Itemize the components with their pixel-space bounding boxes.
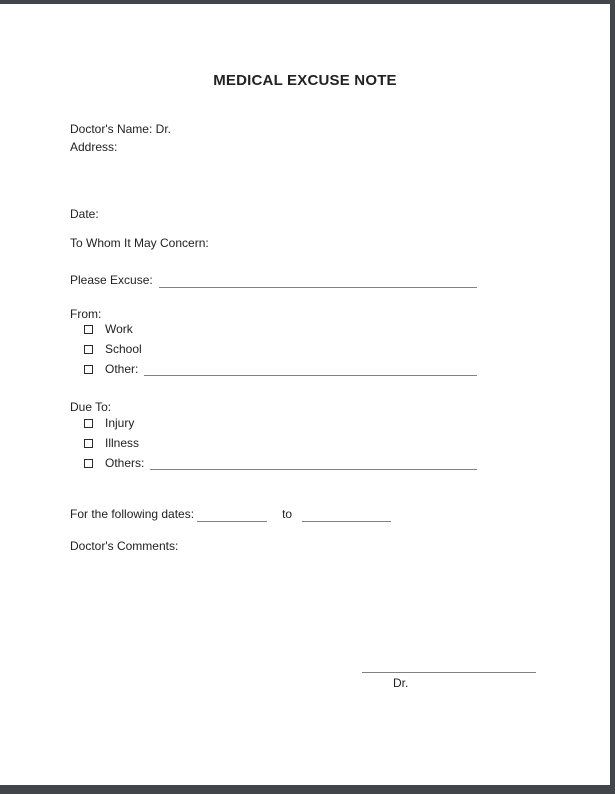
document-title: MEDICAL EXCUSE NOTE (213, 72, 397, 89)
due-to-option-others (84, 457, 477, 470)
others-checkbox[interactable] (84, 459, 93, 468)
from-option-other (84, 363, 477, 376)
please-excuse-label: Please Excuse: (70, 273, 153, 287)
due-to-option-injury (84, 417, 477, 430)
school-label: School (105, 342, 142, 356)
date-from-blank[interactable] (197, 509, 267, 522)
please-excuse-blank[interactable] (159, 275, 477, 288)
school-checkbox[interactable] (84, 345, 93, 354)
others-blank[interactable] (150, 457, 477, 470)
from-section-label: From: (70, 307, 102, 321)
dates-row (70, 507, 391, 522)
other-blank[interactable] (144, 363, 477, 376)
due-to-section-label: Due To: (70, 400, 112, 414)
date-line: Date: (70, 207, 99, 221)
other-label: Other: (105, 362, 139, 376)
injury-label: Injury (105, 416, 135, 430)
address-line: Address: (70, 140, 118, 154)
due-to-option-illness (84, 437, 477, 450)
other-checkbox[interactable] (84, 365, 93, 374)
date-to-blank[interactable] (302, 509, 391, 522)
illness-checkbox[interactable] (84, 439, 93, 448)
signature-line[interactable] (362, 672, 536, 673)
dates-prefix-label: For the following dates: (70, 507, 195, 521)
work-checkbox[interactable] (84, 325, 93, 334)
salutation-line: To Whom It May Concern: (70, 236, 209, 250)
injury-checkbox[interactable] (84, 419, 93, 428)
doctor-name-line: Doctor's Name: Dr. (70, 122, 171, 136)
work-label: Work (105, 322, 133, 336)
dates-connector-label: to (282, 507, 293, 521)
others-label: Others: (105, 456, 145, 470)
from-option-school (84, 343, 477, 356)
doctor-comments-label: Doctor's Comments: (70, 539, 179, 553)
from-option-work (84, 323, 477, 336)
signature-doctor-label: Dr. (393, 676, 409, 690)
please-excuse-row (70, 273, 477, 288)
illness-label: Illness (105, 436, 140, 450)
